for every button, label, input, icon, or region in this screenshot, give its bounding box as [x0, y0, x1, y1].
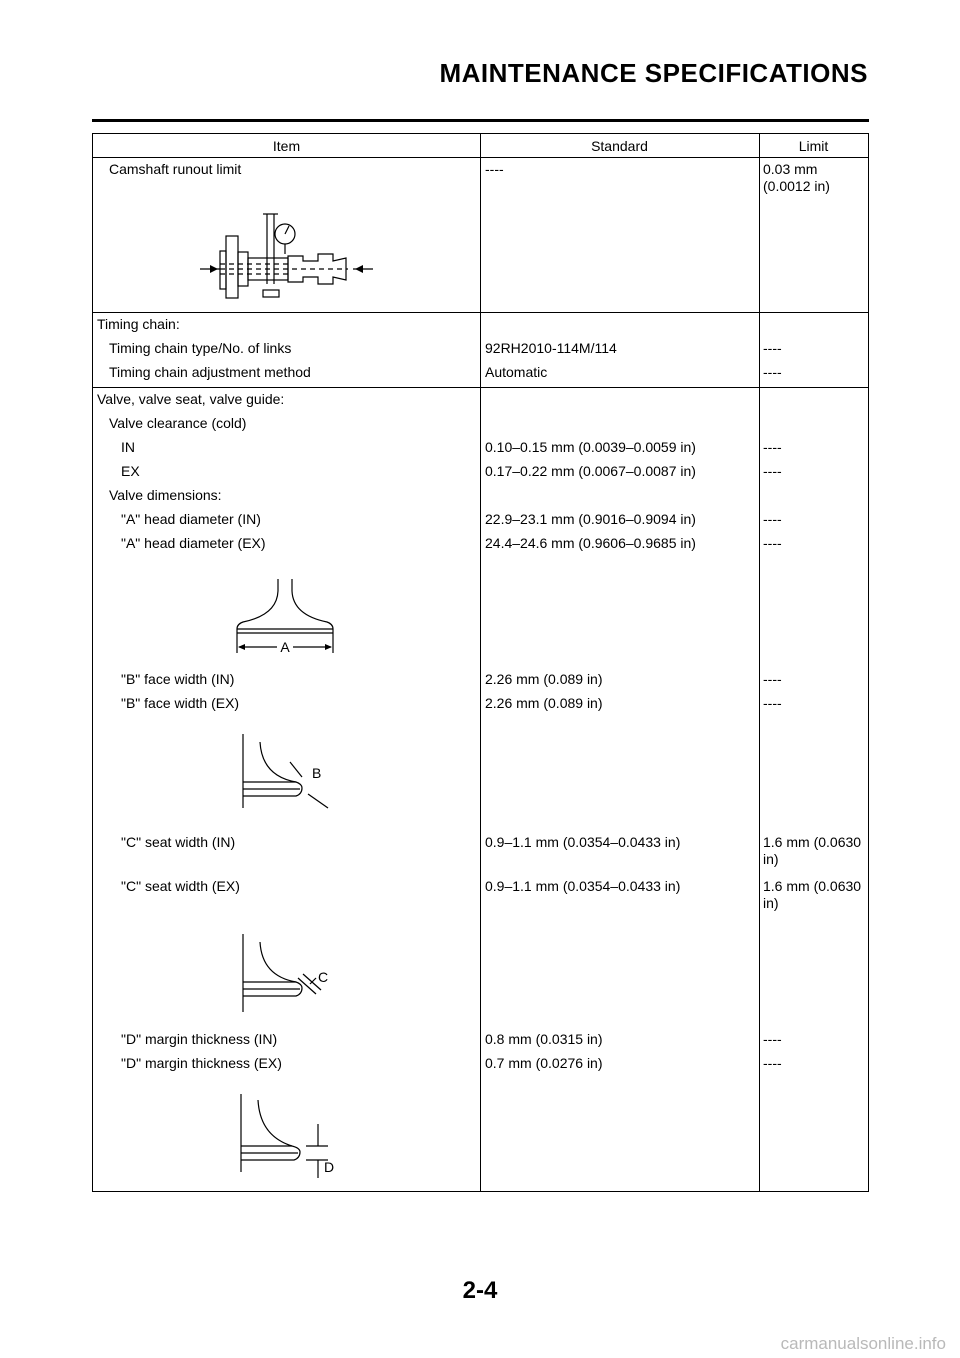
- standard-margin-thickness-in: 0.8 mm (0.0315 in): [485, 1031, 603, 1047]
- item-valve-clearance: Valve clearance (cold): [109, 415, 247, 431]
- valve-seat-diagram: [238, 932, 348, 1017]
- limit-camshaft-runout: 0.03 mm (0.0012 in): [763, 161, 830, 194]
- item-seat-width-in: "C" seat width (IN): [121, 834, 236, 850]
- header-rule: [93, 157, 868, 158]
- row-divider: [93, 312, 868, 313]
- watermark: carmanualsonline.info: [780, 1334, 946, 1353]
- camshaft-runout-diagram: [198, 206, 378, 306]
- item-camshaft-runout: Camshaft runout limit: [109, 161, 242, 177]
- column-header-item: Item: [272, 138, 301, 154]
- standard-timing-chain-type: 92RH2010-114M/114: [485, 340, 617, 356]
- limit-timing-chain-type: ----: [763, 340, 782, 356]
- limit-margin-thickness-ex: ----: [763, 1055, 782, 1071]
- item-margin-thickness-ex: "D" margin thickness (EX): [121, 1055, 282, 1071]
- standard-seat-width-ex: 0.9–1.1 mm (0.0354–0.0433 in): [485, 878, 681, 894]
- section-timing-chain: Timing chain:: [97, 316, 180, 332]
- label-d: D: [324, 1159, 335, 1175]
- item-seat-width-ex: "C" seat width (EX): [121, 878, 240, 894]
- column-header-limit: Limit: [798, 138, 829, 154]
- limit-seat-width-ex: 1.6 mm (0.0630 in): [763, 878, 862, 911]
- page-title: MAINTENANCE SPECIFICATIONS: [439, 58, 868, 88]
- standard-face-width-in: 2.26 mm (0.089 in): [485, 671, 603, 687]
- standard-clearance-in: 0.10–0.15 mm (0.0039–0.0059 in): [485, 439, 696, 455]
- page-number: 2-4: [462, 1277, 498, 1304]
- standard-clearance-ex: 0.17–0.22 mm (0.0067–0.0087 in): [485, 463, 696, 479]
- item-head-diameter-in: "A" head diameter (IN): [121, 511, 261, 527]
- label-c: C: [318, 969, 329, 985]
- column-header-standard: Standard: [591, 138, 648, 154]
- standard-margin-thickness-ex: 0.7 mm (0.0276 in): [485, 1055, 603, 1071]
- valve-head-diagram: [233, 577, 343, 657]
- valve-margin-diagram: [236, 1092, 346, 1182]
- limit-face-width-ex: ----: [763, 695, 782, 711]
- limit-head-diameter-ex: ----: [763, 535, 782, 551]
- standard-camshaft-runout: ----: [485, 161, 504, 177]
- standard-head-diameter-ex: 24.4–24.6 mm (0.9606–0.9685 in): [485, 535, 696, 551]
- row-divider: [93, 387, 868, 388]
- item-timing-chain-adjustment: Timing chain adjustment method: [109, 364, 311, 380]
- limit-face-width-in: ----: [763, 671, 782, 687]
- item-face-width-ex: "B" face width (EX): [121, 695, 240, 711]
- limit-seat-width-in: 1.6 mm (0.0630 in): [763, 834, 862, 867]
- valve-face-diagram: [238, 732, 348, 812]
- item-face-width-in: "B" face width (IN): [121, 671, 235, 687]
- limit-clearance-ex: ----: [763, 463, 782, 479]
- item-timing-chain-type: Timing chain type/No. of links: [109, 340, 292, 356]
- standard-head-diameter-in: 22.9–23.1 mm (0.9016–0.9094 in): [485, 511, 696, 527]
- label-b: B: [312, 765, 322, 781]
- limit-margin-thickness-in: ----: [763, 1031, 782, 1047]
- limit-head-diameter-in: ----: [763, 511, 782, 527]
- item-clearance-in: IN: [121, 439, 135, 455]
- item-head-diameter-ex: "A" head diameter (EX): [121, 535, 266, 551]
- column-separator: [759, 134, 760, 1191]
- item-margin-thickness-in: "D" margin thickness (IN): [121, 1031, 278, 1047]
- label-a: A: [280, 639, 290, 655]
- spec-table: [92, 133, 869, 1192]
- standard-seat-width-in: 0.9–1.1 mm (0.0354–0.0433 in): [485, 834, 681, 850]
- standard-timing-chain-adjustment: Automatic: [485, 364, 548, 380]
- item-valve-dimensions: Valve dimensions:: [109, 487, 222, 503]
- item-clearance-ex: EX: [121, 463, 140, 479]
- limit-timing-chain-adjustment: ----: [763, 364, 782, 380]
- section-valve: Valve, valve seat, valve guide:: [97, 391, 285, 407]
- limit-clearance-in: ----: [763, 439, 782, 455]
- title-rule: [92, 119, 869, 122]
- column-separator: [480, 134, 481, 1191]
- standard-face-width-ex: 2.26 mm (0.089 in): [485, 695, 603, 711]
